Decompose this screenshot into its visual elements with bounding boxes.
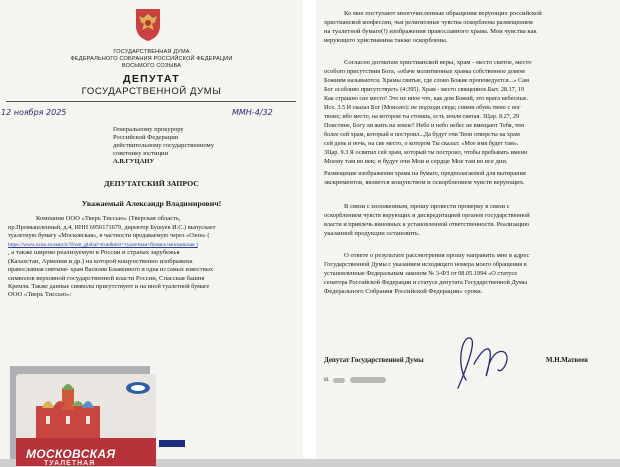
body-line: ООО «Тверь Тиссью»: xyxy=(8,291,72,298)
body-line: В связи с изложенным, прошу провести проверку в связи с xyxy=(344,203,510,210)
body-line: Божиим называются. Храмы святые, где слово Божие проповедуется...» Сам xyxy=(324,77,530,84)
body-line: Моему там во век; и будут очи Мои и сердце Мое там во все дни. xyxy=(324,158,508,165)
brand-logo-icon xyxy=(124,380,152,396)
body-line: указанной продукции остановить. xyxy=(324,230,420,237)
body-line: Кремля. Также данные символы присутствуют и на иной туалетной бумаге xyxy=(8,283,210,290)
product-brand-label: МОСКОВСКАЯ xyxy=(26,447,116,461)
right-document-page xyxy=(316,0,620,459)
body-line: особого присутствия Бога, «обаче молитвенные храмы собственное домом xyxy=(324,68,525,75)
body-line: твоих; ибо место, на котором ты стоишь, есть земля святая. 3Цар. 8.27, 29 xyxy=(324,113,520,120)
body-line: Ко мне поступают многочисленные обращения верующих российской xyxy=(344,10,542,17)
body-line: верующего христианина также оскорблены. xyxy=(324,37,448,44)
addressee-line: Генеральному прокурору xyxy=(113,126,184,133)
redacted-footer-part xyxy=(350,377,386,383)
body-line: символов верховной государственной власти России, Спасская башня xyxy=(8,275,205,282)
body-line: сенатора Российской Федерации и статусе депутата Государственной Думы xyxy=(324,279,528,286)
body-line: Федерального Собрания Российской Федерации» сроки. xyxy=(324,288,483,295)
body-line: Исх. 3.5 И сказал Бог (Моисею): не подходи сюда; сними обувь твою с ног xyxy=(324,104,521,111)
body-line: сей день и ночь, на сие место, о котором Ты сказал: «Мое имя будет там». xyxy=(324,140,519,147)
body-line: Поистине, Богу ли жить на земле? Небо и небо небес не вмещают Тебя, тем xyxy=(324,122,525,129)
body-line: установленные Федеральным законом № 3-ФЗ от 08.05.1994 «О статусе xyxy=(324,270,518,277)
salutation: Уважаемый Александр Владимирович! xyxy=(81,199,222,208)
body-line: Государственной Думы с указанием исходящего номера моего обращения в xyxy=(324,261,527,268)
addressee-line: советнику юстиции xyxy=(113,150,169,157)
ozon-link[interactable]: https://www.ozon.ru/search/?from_global=true&text=туалетная+бумага+московская ) xyxy=(8,242,198,248)
body-line: Бог особливо присутствует» (4:395). Храм - место священное.Быт. 28.17, 19 xyxy=(324,86,525,93)
page-separator xyxy=(303,0,316,459)
body-line: Согласно догматам христианской веры, храм - место святое, место xyxy=(344,59,532,66)
redacted-footer-part xyxy=(333,378,345,383)
product-sub-label: ТУАЛЕТНАЯ xyxy=(44,460,96,467)
request-title: ДЕПУТАТСКИЙ ЗАПРОС xyxy=(104,179,199,188)
cathedral-illustration-icon xyxy=(26,378,116,438)
body-line: власти и привлечь виновных к установленной ответственности. Реализацию xyxy=(324,221,530,228)
body-line: Размещение изображения храма на бумаге, предполагаемой для вытирания xyxy=(324,170,526,177)
body-line: на туалетной бумаге(!) изображения православного храма. Мои чувства как xyxy=(324,28,537,35)
handwritten-outgoing-number: ММН-4/32 xyxy=(232,108,273,117)
body-line: , а также широко реализуемую в России и странах зарубежья xyxy=(8,249,180,256)
handwritten-signature xyxy=(444,324,516,396)
header-subtitle-duma: ГОСУДАРСТВЕННОЙ ДУМЫ xyxy=(81,86,222,97)
handwritten-date: 12 ноября 2025 xyxy=(1,108,67,117)
footer-initial: И. xyxy=(324,377,330,383)
header-divider xyxy=(6,101,296,102)
addressee-line: действительному государственному xyxy=(113,142,214,149)
header-line-duma: ГОСУДАРСТВЕННАЯ ДУМА xyxy=(113,49,190,55)
body-line: Компания ООО «Тверь Тиссью» (Тверская область, xyxy=(36,215,181,222)
signature-label: Депутат Государственной Думы xyxy=(324,357,424,364)
header-title-deputy: ДЕПУТАТ xyxy=(123,73,180,85)
body-line: 3Цар. 9.3 Я освятил сей храм, который ты построил, чтобы пребывать имени xyxy=(324,149,528,156)
header-line-federal-assembly: ФЕДЕРАЛЬНОГО СОБРАНИЯ РОССИЙСКОЙ ФЕДЕРАЦИИ xyxy=(70,56,233,62)
body-line: христианской конфессии, чьи религиозные чувства оскорблены размещением xyxy=(324,19,533,26)
blue-marker-strip xyxy=(159,440,185,447)
signatory-name: М.Н.Матвеев xyxy=(546,357,589,364)
left-document-page xyxy=(0,0,303,467)
addressee-name: А.В.ГУЦАНУ xyxy=(113,158,155,165)
addressee-line: Российской Федерации xyxy=(113,134,179,141)
header-line-convocation: ВОСЬМОГО СОЗЫВА xyxy=(121,63,182,69)
toilet-paper-photo xyxy=(10,366,150,467)
toilet-paper-package xyxy=(16,374,156,466)
body-line: О ответе о результате рассмотрения прошу направить мне в адрес xyxy=(344,252,530,259)
coat-of-arms-emblem xyxy=(131,6,165,42)
body-line: экскрементов, является кощунством и оскорблением чувств верующих. xyxy=(324,179,525,186)
body-line: оскорблением чувств верующих и дискредитацией органов государственной xyxy=(324,212,530,219)
body-line: более сей храм, который я построил...Да будут очи Твои отверсты на храм xyxy=(324,131,520,138)
body-line: пр.Промышленный, д.4, ИНН 6950171679, директор Бушуев И.С.) выпускает xyxy=(8,224,216,231)
body-line: (Казахстан, Армения и др.) на которой кощунственно изображена xyxy=(8,258,193,265)
body-line: православная святыня- храм Василия Блаженного и одна из самых известных xyxy=(8,266,214,273)
body-line: Как страшно сие место! Это не иное что, как дом Божий, это врата небесные. xyxy=(324,95,529,102)
body-line: туалетную бумагу «Московская», в частности продаваемую через «Озон» ( xyxy=(8,232,210,239)
